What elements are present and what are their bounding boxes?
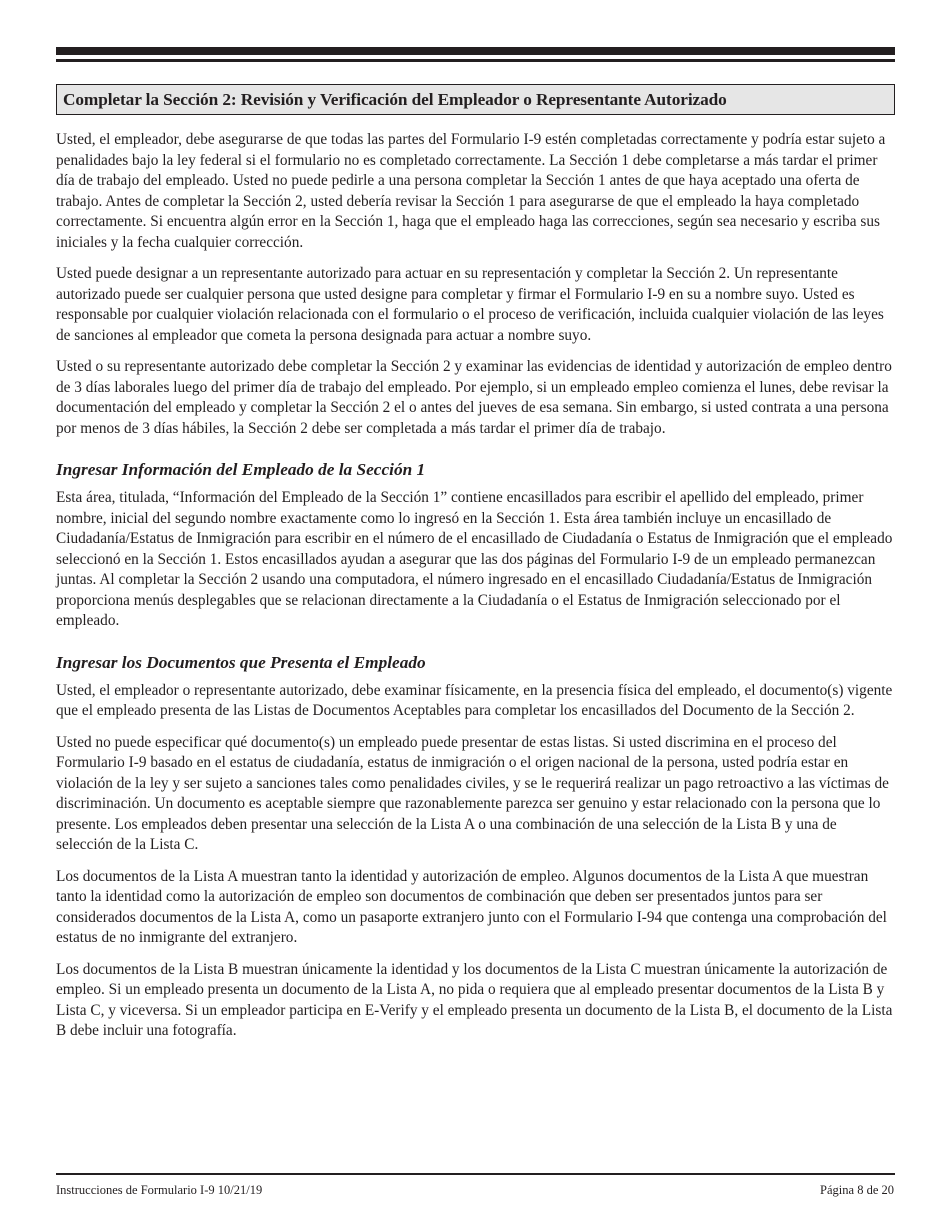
header-rule-thick	[56, 47, 895, 55]
subsection-heading-employee-info: Ingresar Información del Empleado de la Sección 1	[56, 460, 426, 479]
subsection-heading-documents: Ingresar los Documentos que Presenta el Empleado	[56, 652, 426, 672]
documents-paragraph-2: Usted no puede especificar qué documento(s) un empleado puede presentar de estas listas. Si usted discrimina en el proceso del Formulario I-9 basado en el estatus de ciudadanía, estatus de inmigración o el origen nacional de la persona, usted podría estar en violación de la ley y ser sujeto a sanciones tales como penalidades civiles, y se le requerirá realizar un pago retroactivo a las víctimas de discriminación. Un documento es aceptable siempre que razonablemente parezca ser genuino y estar relacionado con la persona que lo presente. Los empleados deben presentar una selección de la Lista A o una combinación de una selección de la Lista B y una de selección de la Lista C.	[56, 733, 889, 853]
footer-page-number: Página 8 de 20	[820, 1183, 894, 1197]
documents-paragraph-1: Usted, el empleador o representante autorizado, debe examinar físicamente, en la presencia física del empleado, el documento(s) vigente que el empleado presenta de las Listas de Documentos Aceptables para completar los encasillados del Documento de la Sección 2.	[56, 681, 893, 719]
footer-rule	[56, 1173, 895, 1175]
page-content	[56, 130, 895, 1053]
intro-paragraph-2: Usted puede designar a un representante autorizado para actuar en su representación y completar la Sección 2. Un representante autorizado puede ser cualquier persona que usted designe para completar y firmar el Formulario I-9 en su a nombre suyo. Usted es responsable por cualquier violación relacionada con el formulario o el proceso de verificación, incluida cualquier violación de las leyes de sanciones al empleador que cometa la persona designada para actuar a nombre suyo.	[56, 265, 884, 344]
employee-info-paragraph: Esta área, titulada, “Información del Empleado de la Sección 1” contiene encasillados para escribir el apellido del empleado, primer nombre, inicial del segundo nombre exactamente como lo ingresó en la Sección 1. Esta área también incluye un encasillado de Ciudadanía/Estatus de Inmigración para escribir en el número de el encasillado de Ciudadanía o Estatus de Inmigración que el empleado seleccionó en la Sección 1. Estos encasillados ayudan a asegurar que las dos páginas del Formulario I-9 de un empleado permanezcan juntas. Al completar la Sección 2 usando una computadora, el número ingresado en el encasillado Ciudadanía/Estatus de Inmigración proporciona menús desplegables que se relacionan directamente a la Ciudadanía o el Estatus de Inmigración seleccionado por el empleado.	[56, 489, 893, 629]
intro-paragraph-1: Usted, el empleador, debe asegurarse de que todas las partes del Formulario I-9 estén completadas correctamente y podría estar sujeto a penalidades bajo la ley federal si el formulario no es completado correctamente. La Sección 1 debe completarse a más tardar el primer día de trabajo del empleado. Usted no puede pedirle a una persona completar la Sección 1 antes de que haya aceptado una oferta de trabajo. Antes de completar la Sección 2, usted debería revisar la Sección 1 para asegurarse de que el empleado la haya completado correctamente. Si encuentra algún error en la Sección 1, haga que el empleado haga las correcciones, según sea necesario y escriba sus iniciales y la fecha cualquier corrección.	[56, 131, 886, 251]
header-rule-thin	[56, 59, 895, 62]
section-title-box	[56, 84, 895, 115]
intro-paragraph-3: Usted o su representante autorizado debe completar la Sección 2 y examinar las evidencias de identidad y autorización de empleo dentro de 3 días laborales luego del primer día de trabajo del empleado. Por ejemplo, si un empleado empleo comienza el lunes, debe revisar la documentación del empleado y completar la Sección 2 el o antes del jueves de esa semana. Sin embargo, si usted contrata a una persona por menos de 3 días hábiles, la Sección 2 debe ser completada a más tardar el primer día de trabajo.	[56, 358, 892, 437]
documents-paragraph-4: Los documentos de la Lista B muestran únicamente la identidad y los documentos de la Lista C muestran únicamente la autorización de empleo. Si un empleado presenta un documento de la Lista A, no pida o requiera que al empleado presentar documentos de la Lista B y Lista C, y viceversa. Si un empleador participa en E-Verify y el empleado presenta un documento de la Lista B, el documento de la Lista B debe incluir una fotografía.	[56, 960, 893, 1039]
footer-form-info: Instrucciones de Formulario I-9 10/21/19	[56, 1183, 263, 1197]
documents-paragraph-3: Los documentos de la Lista A muestran tanto la identidad y autorización de empleo. Algunos documentos de la Lista A que muestran tanto la identidad como la autorización de empleo son documentos de combinación que deben ser presentados juntos para ser considerados documentos de la Lista A, como un pasaporte extranjero junto con el Formulario I-94 que contenga una comprobación del estatus de no inmigrante del extranjero.	[56, 867, 887, 946]
section-title: Completar la Sección 2: Revisión y Verificación del Empleador o Representante Autorizado	[63, 89, 727, 109]
